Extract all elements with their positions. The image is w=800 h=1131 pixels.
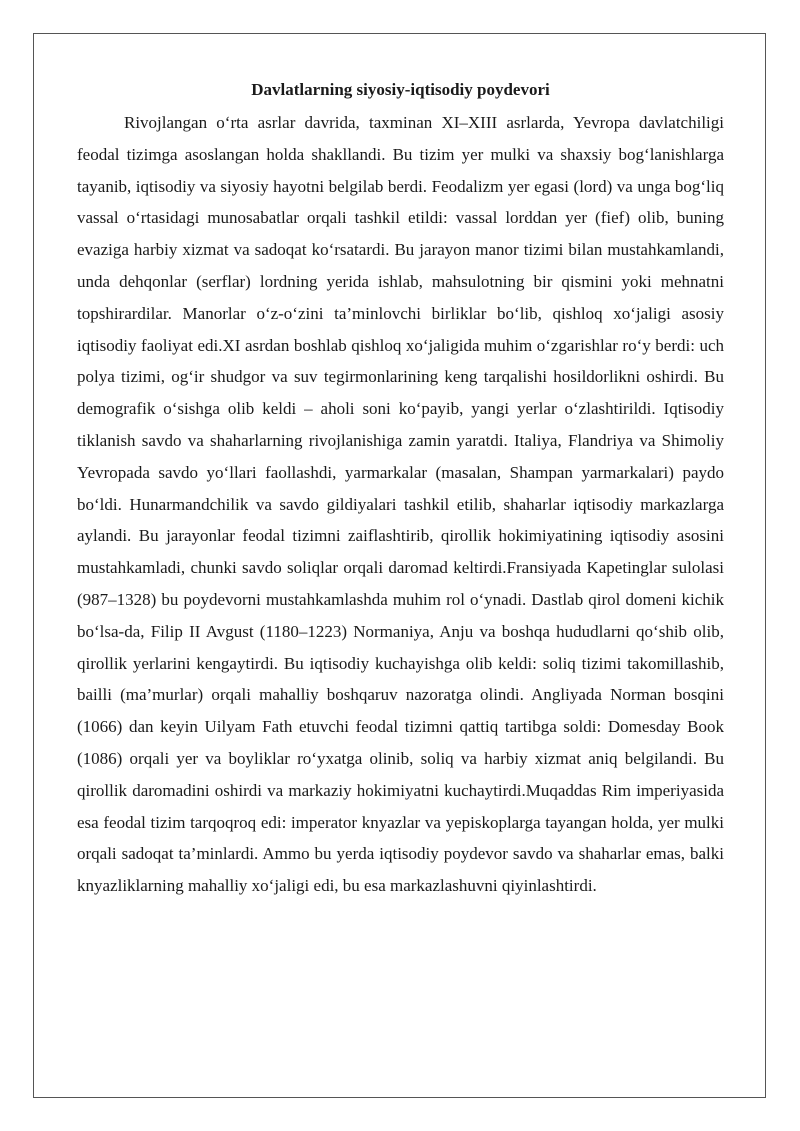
body-paragraph: Rivojlangan o‘rta asrlar davrida, taxminan XI–XIII asrlarda, Yevropa davlatchiligi feodal tizimga asoslangan holda shakllandi. Bu tizim yer mulki va shaxsiy bog‘lanishlarga tayanib, iqtisodiy va siyosiy hayotni belgilab berdi. Feodalizm yer egasi (lord) va unga bog‘liq vassal o‘rtasidagi munosabatlar orqali tashkil etildi: vassal lorddan yer (fief) olib, buning evaziga harbiy xizmat va sadoqat ko‘rsatardi. Bu jarayon manor tizimi bilan mustahkamlandi, unda dehqonlar (serflar) lordning yerida ishlab, mahsulotning bir qismini yoki mehnatni topshirardilar. Manorlar o‘z-o‘zini ta’minlovchi birliklar bo‘lib, qishloq xo‘jaligi asosiy iqtisodiy faoliyat edi.XI asrdan boshlab qishloq xo‘jaligida muhim o‘zgarishlar ro‘y berdi: uch polya tizimi, og‘ir shudgor va suv tegirmonlarining keng tarqalishi hosildorlikni oshirdi. Bu demografik o‘sishga olib keldi – aholi soni ko‘payib, yangi yerlar o‘zlashtirildi. Iqtisodiy tiklanish savdo va shaharlarning rivojlanishiga zamin yaratdi. Italiya, Flandriya va Shimoliy Yevropada savdo yo‘llari faollashdi, yarmarkalar (masalan, Shampan yarmarkalari) paydo bo‘ldi. Hunarmandchilik va savdo gildiyalari tashkil etilib, shaharlar iqtisodiy markazlarga aylandi. Bu jarayonlar feodal tizimni zaiflashtirib, qirollik hokimiyatining iqtisodiy asosini mustahkamladi, chunki savdo soliqlar orqali daromad keltirdi.Fransiyada Kapetinglar sulolasi (987–1328) bu poydevorni mustahkamlashda muhim rol o‘ynadi. Dastlab qirol domeni kichik bo‘lsa-da, Filip II Avgust (1180–1223) Normaniya, Anju va boshqa hududlarni qo‘shib olib, qirollik yerlarini kengaytirdi. Bu iqtisodiy kuchayishga olib keldi: soliq tizimi takomillashib, bailli (ma’murlar) orqali mahalliy boshqaruv nazoratga olindi. Angliyada Norman bosqini (1066) dan keyin Uilyam Fath etuvchi feodal tizimni qattiq tartibga soldi: Domesday Book (1086) orqali yer va boyliklar ro‘yxatga olinib, soliq va harbiy xizmat aniq belgilandi. Bu qirollik daromadini oshirdi va markaziy hokimiyatni kuchaytirdi.Muqaddas Rim imperiyasida esa feodal tizim tarqoqroq edi: imperator knyazlar va yepiskoplarga tayangan holda, yer mulki orqali sadoqat ta’minlardi. Ammo bu yerda iqtisodiy poydevor savdo va shaharlar emas, balki knyazliklarning mahalliy xo‘jaligi edi, bu esa markazlashuvni qiyinlashtirdi. [77, 113, 724, 896]
document-title: Davlatlarning siyosiy-iqtisodiy poydevori [251, 80, 550, 99]
document-body [77, 72, 724, 902]
